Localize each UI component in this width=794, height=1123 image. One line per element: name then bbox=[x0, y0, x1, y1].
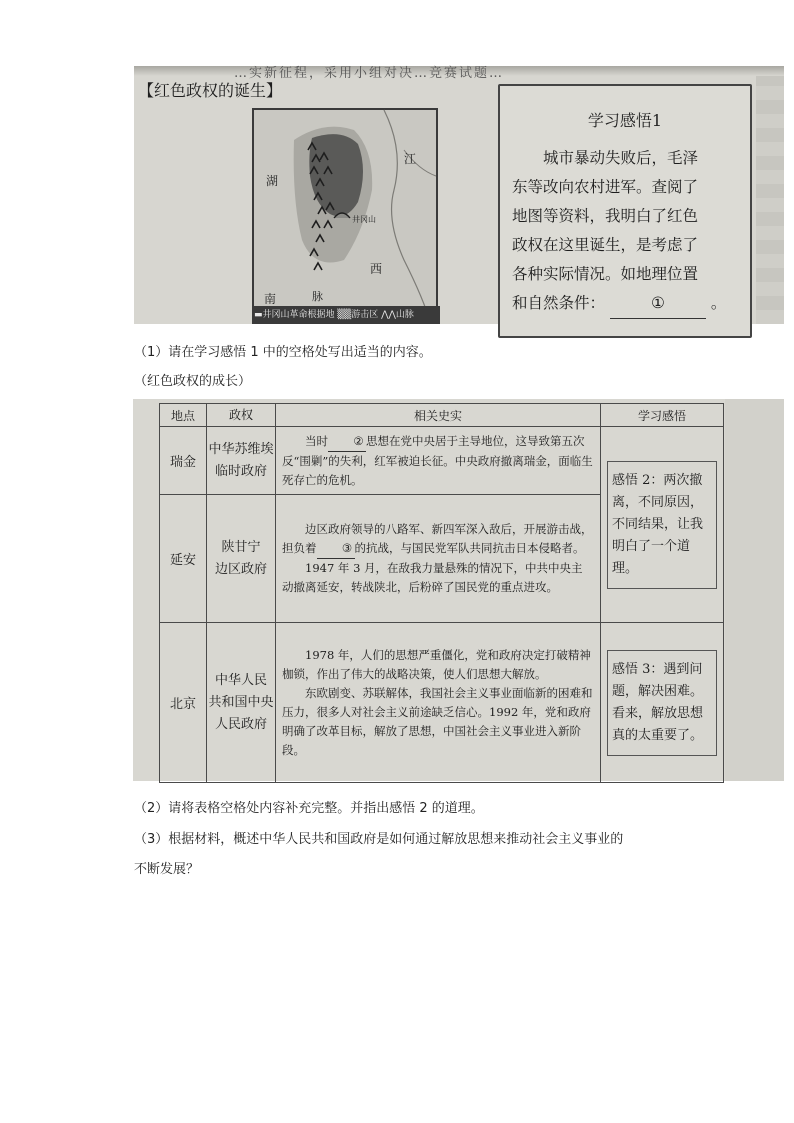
photo-background-page bbox=[725, 399, 784, 781]
cut-off-header-text bbox=[234, 62, 754, 73]
question-3-line-1: （3）根据材料，概述中华人民共和国政府是如何通过解放思想来推动社会主义事业的 bbox=[134, 832, 624, 847]
question-1: （1）请在学习感悟 1 中的空格处写出适当的内容。 bbox=[134, 345, 432, 360]
header-location: 地点 bbox=[160, 404, 207, 427]
cell-sense-2 bbox=[601, 427, 724, 623]
government-line: 共和国中央 bbox=[208, 694, 274, 710]
learning-sense-1-body bbox=[512, 144, 738, 319]
learning-sense-1-box bbox=[498, 84, 752, 338]
table-row bbox=[160, 623, 724, 783]
photo-background-page bbox=[756, 76, 784, 324]
sense1-line: 城市暴动失败后，毛泽 bbox=[543, 149, 699, 167]
blank-1[interactable]: ① bbox=[610, 289, 706, 319]
fact-paragraph bbox=[282, 432, 594, 490]
fact-paragraph: 1947 年 3 月，在敌我力量悬殊的情况下，中共中央主动撤离延安，转战陕北，后粉碎了国民党的重点进攻。 bbox=[282, 561, 583, 594]
sense1-line: 地图等资料，我明白了红色 bbox=[512, 207, 699, 225]
sense-3-box: 感悟 3：遇到问题，解决困难。看来，解放思想真的太重要了。 bbox=[607, 650, 717, 756]
fact-text: 的抗战，与国民党军队共同抗击日本侵略者。 bbox=[354, 541, 585, 555]
sense1-line: 东等改向农村进军。查阅了 bbox=[512, 178, 699, 196]
government-line: 中华人民 bbox=[214, 672, 267, 688]
cell-facts bbox=[276, 495, 601, 623]
government-line: 人民政府 bbox=[214, 716, 267, 732]
table-header-row bbox=[160, 404, 724, 427]
cell-sense-3 bbox=[601, 623, 724, 783]
fact-paragraph: 1978 年，人们的思想严重僵化，党和政府决定打破精神枷锁，作出了伟大的战略决策，使人们思想大解放。 bbox=[282, 647, 591, 681]
government-line: 中华苏维埃 bbox=[208, 441, 274, 457]
cell-government bbox=[207, 623, 276, 783]
blank-2[interactable]: ② bbox=[328, 432, 366, 452]
header-facts: 相关史实 bbox=[276, 404, 601, 427]
sense1-line: 各种实际情况。如地理位置 bbox=[512, 265, 699, 283]
fact-paragraph: 东欧剧变、苏联解体，我国社会主义事业面临新的困难和压力，很多人对社会主义前途缺乏信心。1992 年，党和政府明确了改革目标，解放了思想，中国社会主义事业进入新阶段。 bbox=[282, 685, 593, 757]
fact-text: 边区政府领导的八路军、新四军深入敌后，开展游击战，担负着 bbox=[282, 522, 593, 555]
fact-text: 思想在党中央居于主导地位，这导致第五次反“围剿”的失利，红军被迫长征。中央政府撤离瑞金，面临生死存亡的危机。 bbox=[282, 433, 593, 487]
cell-location: 北京 bbox=[160, 623, 207, 783]
map-label-nan: 南 bbox=[264, 292, 277, 306]
history-table bbox=[159, 403, 724, 783]
cell-location: 瑞金 bbox=[160, 427, 207, 495]
map-label-hu: 湖 bbox=[266, 174, 279, 188]
fact-text: 当时 bbox=[305, 433, 328, 448]
map-label-jinggangshan: 井冈山 bbox=[352, 215, 376, 224]
jinggangshan-map bbox=[252, 108, 438, 324]
map-label-xi: 西 bbox=[370, 262, 383, 276]
sense1-last-suffix: 。 bbox=[710, 294, 727, 312]
map-legend: ▬井冈山革命根据地 ▒▒游击区 ⋀⋀山脉 bbox=[252, 306, 440, 324]
cell-government bbox=[207, 427, 276, 495]
fact-paragraph bbox=[282, 520, 594, 559]
sense1-line: 政权在这里诞生，是考虑了 bbox=[512, 236, 699, 254]
government-line: 边区政府 bbox=[214, 561, 267, 577]
map-label-jiang: 江 bbox=[404, 152, 417, 166]
section-title-birth: 【红色政权的诞生】 bbox=[138, 81, 283, 100]
map-label-mai: 脉 bbox=[312, 290, 323, 303]
question-3-line-2: 不断发展？ bbox=[134, 862, 200, 877]
sense1-last-prefix: 和自然条件： bbox=[512, 294, 606, 312]
map-photo bbox=[134, 66, 784, 324]
table-photo bbox=[133, 399, 784, 781]
header-sense: 学习感悟 bbox=[601, 404, 724, 427]
section-title-growth: （红色政权的成长） bbox=[134, 374, 252, 389]
header-government: 政权 bbox=[207, 404, 276, 427]
learning-sense-1-title: 学习感悟1 bbox=[587, 111, 663, 130]
blank-3[interactable]: ③ bbox=[317, 539, 355, 559]
question-2: （2）请将表格空格处内容补充完整。并指出感悟 2 的道理。 bbox=[134, 801, 484, 816]
cell-facts bbox=[276, 623, 601, 783]
sense1-last-line bbox=[512, 289, 738, 319]
sense-2-box: 感悟 2：两次撤离，不同原因，不同结果，让我明白了一个道理。 bbox=[607, 461, 717, 589]
map-graphic bbox=[254, 110, 436, 322]
cell-facts bbox=[276, 427, 601, 495]
government-line: 临时政府 bbox=[214, 463, 267, 479]
government-line: 陕甘宁 bbox=[221, 539, 261, 555]
cell-location: 延安 bbox=[160, 495, 207, 623]
table-row bbox=[160, 427, 724, 495]
cell-government bbox=[207, 495, 276, 623]
